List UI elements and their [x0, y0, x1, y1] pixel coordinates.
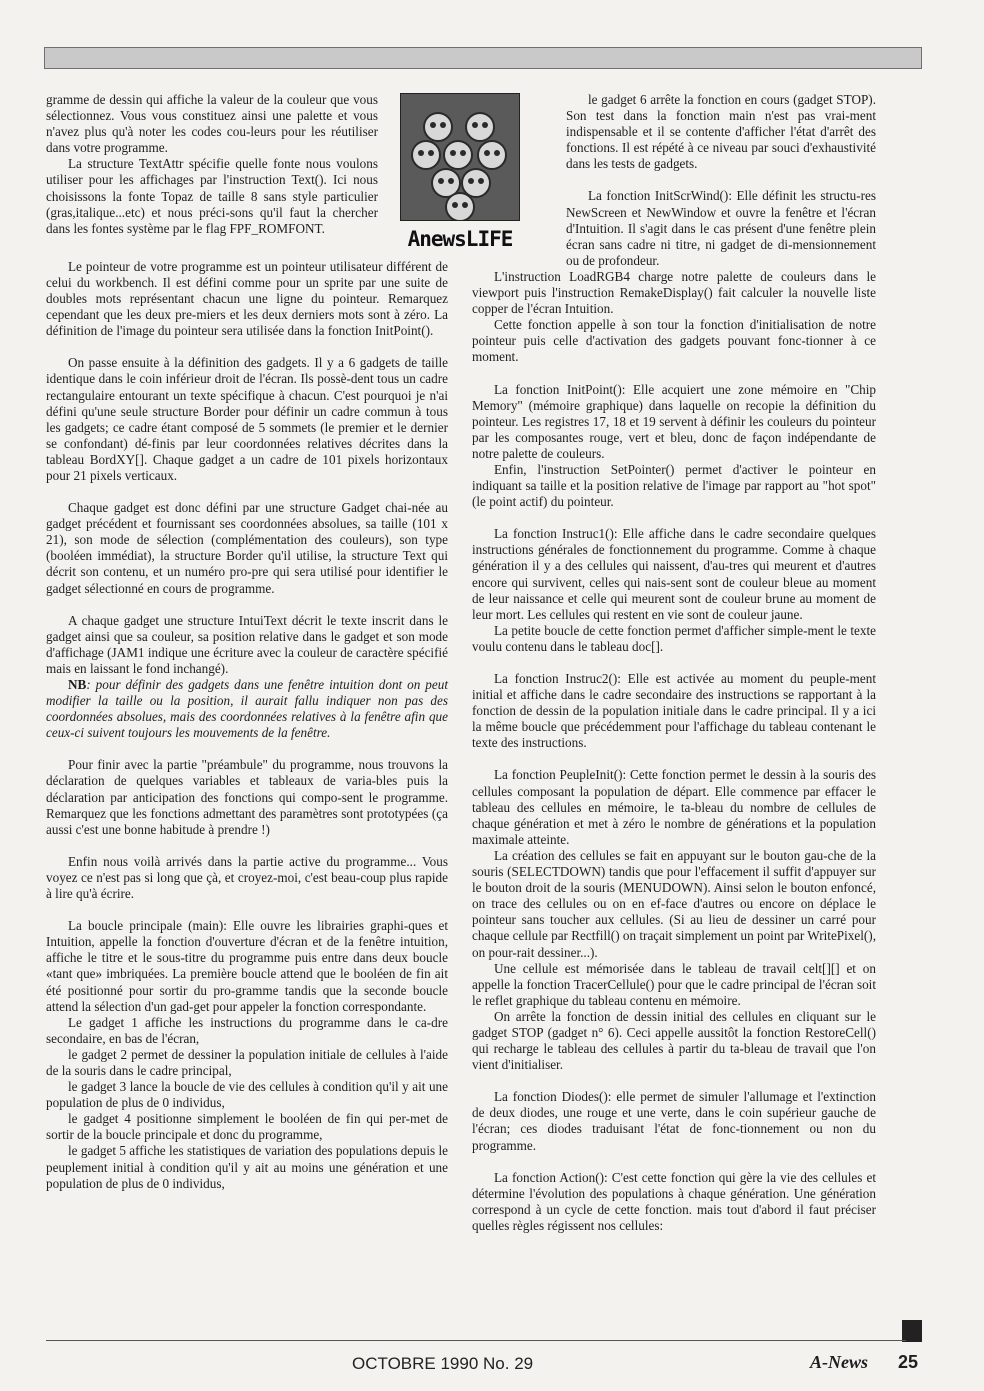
- list-item: le gadget 4 positionne simplement le booléen de fin qui per-met de sortir de la boucle principale et donc du programme,: [46, 1111, 448, 1143]
- footer-magazine: A-News: [810, 1352, 868, 1372]
- footer-issue: OCTOBRE 1990 No. 29: [352, 1354, 534, 1373]
- right-top-section: [566, 92, 876, 269]
- paragraph: La fonction Diodes(): elle permet de simuler l'allumage et l'extinction de deux diodes, une rouge et une verte, dans le coin supérieur gauche de l'écran; ces diodes traduisant l'état de fonc-tionnement ou non du programme.: [472, 1089, 876, 1153]
- left-top-section: [46, 92, 378, 237]
- paragraph: La structure TextAttr spécifie quelle fonte nous voulons utiliser pour les affichages par l'instruction Text(). Ici nous choisissons la fonte Topaz de taille 8 sans style particulier (gras,italique...etc) et nous préci-sons qu'il faut la chercher dans les fontes système par le flag FPF_ROMFONT.: [46, 156, 378, 236]
- paragraph: le gadget 6 arrête la fonction en cours (gadget STOP). Son test dans la fonction main n'est pas vrai-ment indispensable et il se contente d'afficher l'état d'arrêt des fonctions. Il est répété à ce niveau par souci d'exhaustivité dans les tests de gadgets.: [566, 92, 876, 172]
- paragraph: Enfin, l'instruction SetPointer() permet d'activer le pointeur en indiquant sa taille et la position relative de l'image par rapport au "hot spot" (le point actif) du pointeur.: [472, 461, 876, 510]
- nb-paragraph: [46, 677, 448, 741]
- paragraph: La fonction Instruc1(): Elle affiche dans le cadre secondaire quelques instructions générales de fonctionnement du programme. Comme à chaque génération il y a des cellules qui naissent, d'au-tres qui meurent et d'autres encore qui survivent, celles qui nais-sent sont de couleur bleue au moment de leur naissance et celle qui meurent sont de couleur brune au moment de leur mort. Les cellules qui restent en vie sont de couleur jaune.: [472, 526, 876, 622]
- paragraph: La boucle principale (main): Elle ouvre les librairies graphi-ques et Intuition, appelle la fonction d'ouverture d'écran et de la fenêtre intuition, affiche le titre et le sous-titre du programme puis entre dans deux boucle «tant que» imbriquées. La première boucle attend que le booléen de fin ait été positionné pour sortir du pro-gramme tandis que la seconde boucle attend la sélection d'un gad-get pour appeler la fonction correspondante.: [46, 918, 448, 1014]
- header-bar: [44, 47, 922, 69]
- paragraph: On passe ensuite à la définition des gadgets. Il y a 6 gadgets de taille identique dans le coin inférieur droit de l'écran. Ils possè-dent tous un cadre rectangulaire entourant un texte spécifique à chacun. C'est pourquoi je n'ai défini qu'une seule structure Border pour définir un cadre commun à tous les gadgets; ce cadre étant composé de 5 sommets (le premier et le dernier se confondant) dé-finis par leur coordonnées relatives décrites dans la tableau BordXY[]. Chaque gadget a un cadre de 101 pixels horizontaux pour 21 pixels verticaux.: [46, 355, 448, 483]
- nb-text: : pour définir des gadgets dans une fenêtre intuition dont on peut modifier la taille ou la position, il aurait fallu indiquer non pas des coordonnées absolues, mais des coordonnées relatives à la fenêtre afin que ceux-ci suivent toujours les mouvements de la fenêtre.: [46, 677, 448, 741]
- footer-marker: [902, 1320, 922, 1342]
- paragraph: La fonction Instruc2(): Elle est activée au moment du peuple-ment initial et affiche dans le cadre secondaire des instructions se rapportant à la fonction de dessin de la population initiale dans le cadre principal. Il y a ici la même boucle que précédemment pour l'affichage du tableau contenant le texte des instructions.: [472, 671, 876, 751]
- paragraph: La fonction InitPoint(): Elle acquiert une zone mémoire en "Chip Memory" (mémoire graphique) dans laquelle on recopie la définition du pointeur. Les registres 17, 18 et 19 servent à définir les couleurs du pointeur par les composantes rouge, vert et bleu, donc de façon indépendante de notre palette de couleurs.: [472, 381, 876, 461]
- paragraph: gramme de dessin qui affiche la valeur de la couleur que vous sélectionnez. Vous vous constituez ainsi une palette et vous n'avez plus qu'à noter les codes cou-leurs pour les réutiliser dans votre programme.: [46, 92, 378, 156]
- right-column: [472, 92, 876, 1234]
- paragraph: La fonction InitScrWind(): Elle définit les structu-res NewScreen et NewWindow et ouvre la fenêtre et l'écran d'Intuition. Il s'agit dans le cas présent d'une fenêtre plein écran sans cadre ni titre, ni gadget de di-mensionnement ou de profondeur.: [566, 188, 876, 268]
- paragraph: La fonction PeupleInit(): Cette fonction permet le dessin à la souris des cellules composant la population de départ. Elle commence par effacer le tableau des cellules en mémoire, le ta-bleau du nombre de cellules de chaque génération et met à zéro le nombre de générations et la population maximale atteinte.: [472, 767, 876, 847]
- paragraph: Cette fonction appelle à son tour la fonction d'initialisation de notre pointeur puis celle d'activation des gadgets pouvant fonc-tionner à ce moment.: [472, 317, 876, 365]
- left-column: [46, 92, 448, 1192]
- footer-rule: [46, 1340, 906, 1341]
- list-item: Le gadget 1 affiche les instructions du programme dans le ca-dre secondaire, en bas de l'écran,: [46, 1014, 448, 1046]
- paragraph: Pour finir avec la partie "préambule" du programme, nous trouvons la déclaration de quelques variables et tableaux de varia-bles puis la déclaration par anticipation des fonctions qui compo-sent le programme. Remarquez que les fonctions admettant des paramètres sont prototypées (ça aussi c'est une bonne habitude à prendre !): [46, 757, 448, 837]
- page-number: 25: [898, 1352, 919, 1372]
- paragraph: Chaque gadget est donc défini par une structure Gadget chai-née au gadget précédent et fournissant ses coordonnées absolues, sa taille (101 x 21), son mode de sélection (complémentation des couleurs), son type (booléen immédiat), la structure Border qu'il utilise, la structure Text qui décrit son contenu, et un numéro pro-pre qui sera utilisé pour identifier le gadget sélectionné en cours de programme.: [46, 500, 448, 596]
- logo-title: AnewsLIFE: [407, 227, 513, 251]
- paragraph: La fonction Action(): C'est cette fonction qui gère la vie des cellules et détermine l'évolution des populations à chaque génération. Une génération correspond à un cycle de cette fonction. mais tout d'abord il faut préciser quelles règles régissent nos cellules:: [472, 1169, 876, 1233]
- paragraph: A chaque gadget une structure IntuiText décrit le texte inscrit dans le gadget ainsi que sa couleur, sa position relative dans le gadget et son mode d'affichage (JAM1 indique une écriture avec la couleur de caractère spécifié mais en laissant le fond inchangé).: [46, 612, 448, 676]
- list-item: le gadget 5 affiche les statistiques de variation des populations depuis le peuplement initial à condition qu'il y ait au moins une génération et une population de plus de 0 individus,: [46, 1143, 448, 1191]
- nb-label: NB: [68, 677, 87, 692]
- paragraph: On arrête la fonction de dessin initial des cellules en cliquant sur le gadget STOP (gadget n° 6). Ceci appelle aussitôt la fonction RestoreCell() qui recharge le tableau des cellules à partir du ta-bleau de travail que l'on vient d'initialiser.: [472, 1008, 876, 1073]
- paragraph: La petite boucle de cette fonction permet d'afficher simple-ment le texte voulu contenu dans le tableau doc[].: [472, 622, 876, 654]
- paragraph: L'instruction LoadRGB4 charge notre palette de couleurs dans le viewport puis l'instruction RemakeDisplay() fait calculer la nouvelle liste copper de l'écran Intuition.: [472, 268, 876, 317]
- paragraph: Une cellule est mémorisée dans le tableau de travail celt[][] et on appelle la fonction TracerCellule() pour que le cadre principal de l'écran soit le reflet graphique du tableau contenu en mémoire.: [472, 960, 876, 1008]
- paragraph: Le pointeur de votre programme est un pointeur utilisateur différent de celui du workbench. Il est défini comme pour un sprite par une suite de doubles mots représentant chacun une ligne du pointeur. Remarquez cependant que les deux pre-miers et les deux derniers mots sont à zéro. La définition de l'image du pointeur sera utilisée dans la fonction InitPoint().: [46, 258, 448, 339]
- list-item: le gadget 2 permet de dessiner la population initiale de cellules à l'aide de la souris dans le cadre principal,: [46, 1046, 448, 1078]
- list-item: le gadget 3 lance la boucle de vie des cellules à condition qu'il y ait une population de plus de 0 individus,: [46, 1079, 448, 1111]
- paragraph: Enfin nous voilà arrivés dans la partie active du programme... Vous voyez ce n'est pas si long que çà, et croyez-moi, c'est beau-coup plus rapide à lire qu'à écrire.: [46, 853, 448, 902]
- paragraph: La création des cellules se fait en appuyant sur le bouton gau-che de la souris (SELECTDOWN) tandis que pour l'effacement il suffit d'appuyer sur le bouton droit de la souris (MENUDOWN). Ainsi selon le bouton enfoncé, on trace des cellules ou on en ef-face d'autres ou encore on déplace le pointeur sans toucher aux cellules. (Si au lieu de dessiner un carré pour chaque cellule par Rectfill() on traçait simplement un point par WritePixel(), on pour-rait dessiner...).: [472, 847, 876, 960]
